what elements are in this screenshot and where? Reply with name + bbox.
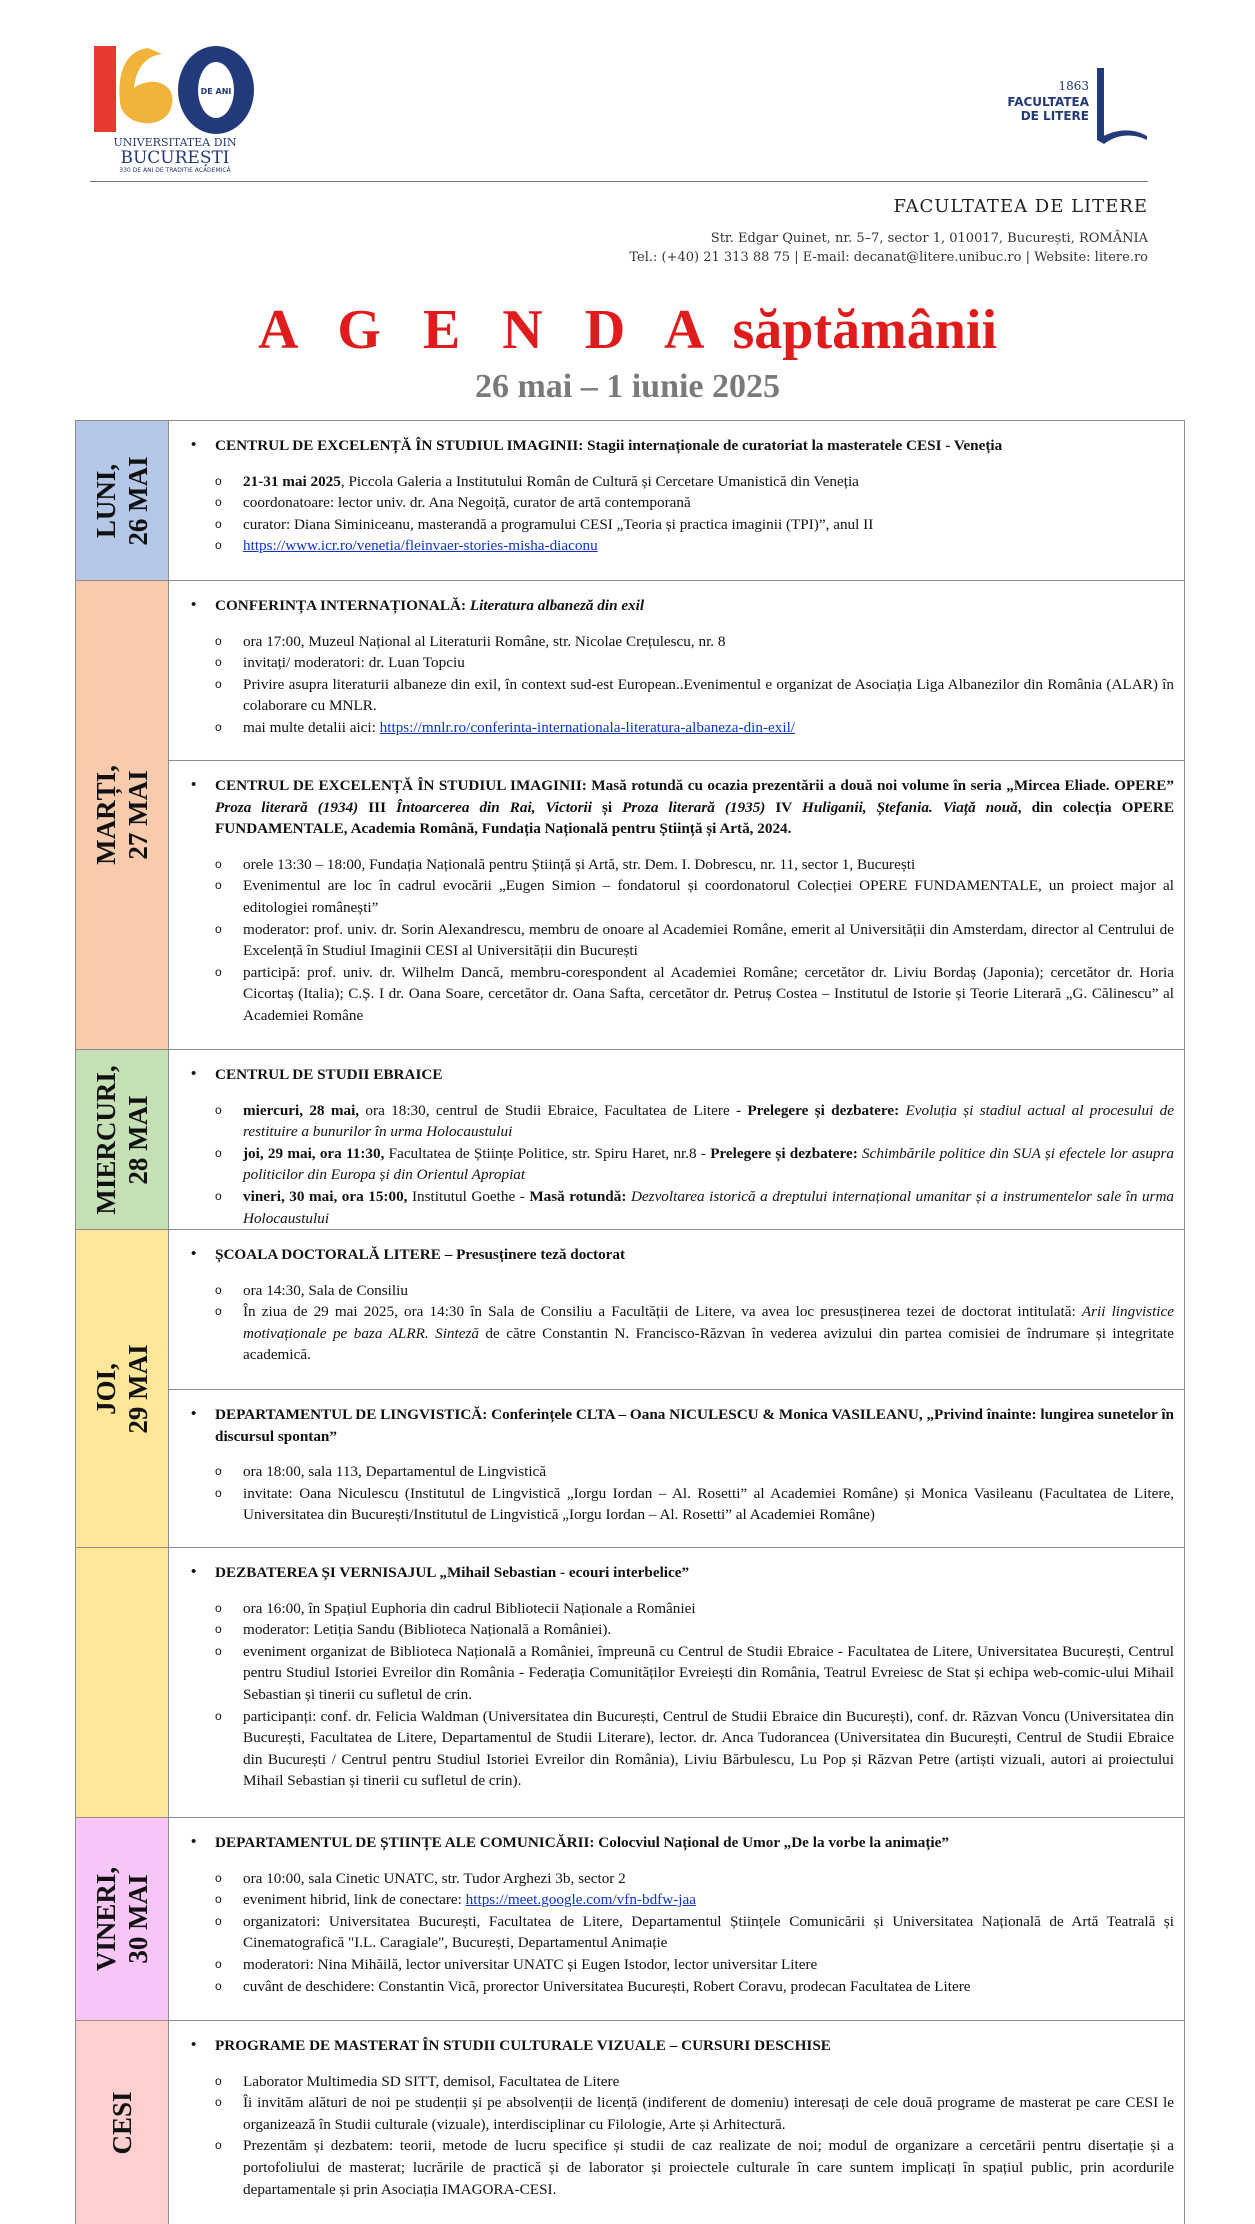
- event-heading: [187, 435, 1174, 457]
- logo-tagline: 330 DE ANI DE TRADIȚIE ACADEMICĂ: [119, 167, 231, 172]
- bold-italic-text: Întoarcerea din Rai, Victorii: [396, 798, 592, 816]
- day-label-line: JOI,: [91, 1362, 121, 1415]
- agenda-table: [75, 420, 1185, 2224]
- event-heading: [187, 595, 1174, 617]
- bold-text: III: [358, 798, 397, 816]
- event-detail-item: [215, 1100, 1174, 1143]
- day-row: [76, 1547, 1184, 1817]
- text-run: ora 10:00, sala Cinetic UNATC, str. Tudor Arghezi 3b, sector 2: [243, 1869, 626, 1887]
- bold-text: IV: [765, 798, 803, 816]
- event-details-list: [187, 471, 1174, 557]
- event: [169, 2021, 1184, 2210]
- event-details-list: [187, 854, 1174, 1027]
- bold-text: Prelegere și dezbatere:: [710, 1144, 858, 1162]
- agenda-dates: 26 mai – 1 iunie 2025: [474, 368, 781, 405]
- text-run: participanți: conf. dr. Felicia Waldman (Universitatea din București, Centrul de Studii Ebraice din București), conf. dr. Răzvan Voncu (Universitatea din București, Facultatea de Litere, Departamentul de Studii Literare), lector. dr. Anca Tudorancea (Universitatea din București, Centrul de Studii Ebraice din București / Centrul pentru Studiul Istoriei Evreilor din România), Liviu Bărbulescu, Lu Pop și Răzvan Petre (artiști vizuali, autori ai proiectului Mihail Sebastian și tinerii cu sufletul de crin).: [243, 1707, 1174, 1790]
- bold-text: DEPARTAMENTUL DE ȘTIINȚE ALE COMUNICĂRII: Colocviul Național de Umor „De la vorbe la animație”: [215, 1834, 949, 1851]
- bold-text: CONFERINȚA INTERNAȚIONALĂ:: [215, 597, 470, 614]
- day-label: [90, 1867, 154, 1971]
- day-label: [90, 1344, 154, 1433]
- day-label-line: MARȚI,: [91, 765, 121, 865]
- day-label: [106, 2091, 138, 2154]
- event: [169, 1230, 1184, 1389]
- day-cell: [76, 2021, 169, 2224]
- text-run: , Piccola Galeria a Institutului Român de Cultură și Cercetare Umanistică din Veneția: [340, 472, 859, 490]
- event-detail-item: [215, 1641, 1174, 1706]
- event-detail-item: [215, 1706, 1174, 1792]
- event-detail-item: [215, 471, 1174, 493]
- event-detail-item: [215, 514, 1174, 536]
- fl-logo-line1: FACULTATEA: [1007, 95, 1089, 109]
- event-detail-item: [215, 919, 1174, 962]
- day-cell: [76, 1230, 169, 1547]
- event-detail-item: [215, 1868, 1174, 1890]
- university-of-bucharest-logo: [90, 42, 260, 172]
- italic-text: Schimbările politice din SUA și efectele lor asupra politicilor din Europa și din Orientul Apropiat: [243, 1144, 1175, 1184]
- day-row: [76, 1049, 1184, 1229]
- day-label: [90, 1065, 154, 1214]
- text-run: moderatori: Nina Mihăilă, lector universitar UNATC și Eugen Istodor, lector universitar Litere: [243, 1955, 818, 1973]
- bold-text: Masă rotundă:: [529, 1187, 627, 1205]
- text-run: Laborator Multimedia SD SITT, demisol, Facultatea de Litere: [243, 2072, 620, 2090]
- text-run: eveniment organizat de Biblioteca Națională a României, împreună cu Centrul de Studii Ebraice - Facultatea de Litere, Universitatea București, Centrul pentru Studiul Istoriei Evreilor din România - Federația Comunităților Evreiești din România, Teatrul Evreiesc de Stat și echipa web-comic-ului Mihail Sebastian și tinerii cu sufletul de crin.: [243, 1642, 1174, 1703]
- event-heading: [187, 1244, 1174, 1266]
- text-run: Privire asupra literaturii albaneze din exil, în context sud-est European..Evenimentul e organizat de Asociația Liga Albanezilor din România (ALAR) în colaborare cu MNLR.: [243, 675, 1174, 715]
- event-detail-item: [215, 1280, 1174, 1302]
- text-run: coordonatoare: lector univ. dr. Ana Negoiță, curator de artă contemporană: [243, 494, 691, 512]
- day-label-line: CESI: [107, 2090, 137, 2155]
- event-details-list: [187, 1461, 1174, 1526]
- bold-text: CENTRUL DE EXCELENȚĂ ÎN STUDIUL IMAGINII: Masă rotundă cu ocazia prezentării a două noi volume în seria „Mircea Eliade. OPERE”: [215, 777, 1174, 794]
- text-run: ora 16:00, în Spațiul Euphoria din cadrul Bibliotecii Naționale a României: [243, 1599, 696, 1617]
- events-cell: [169, 1230, 1184, 1547]
- day-label-line: VINERI,: [91, 1866, 121, 1972]
- bold-text: vineri, 30 mai, ora 15:00,: [243, 1187, 408, 1205]
- event-detail-item: [215, 1598, 1174, 1620]
- event-detail-item: [215, 962, 1174, 1027]
- text-run: Facultatea de Științe Politice, str. Spiru Haret, nr.8 -: [384, 1144, 711, 1162]
- text-run: ora 17:00, Muzeul Național al Literaturii Române, str. Nicolae Crețulescu, nr. 8: [243, 632, 726, 650]
- text-run: Îi invităm alături de noi pe studenții și pe absolvenții de licență (indiferent de domeniu) interesați de cele două programe de masterat pe care CESI le organizează în Studii culturale (vizuale), interdisciplinar cu Filologie, Arte și Arhitectură.: [243, 2094, 1174, 2133]
- event-details-list: [187, 631, 1174, 739]
- event: [169, 581, 1184, 760]
- agenda-title-spaced: A G E N D A: [258, 299, 719, 361]
- logo-badge: DE ANI: [200, 87, 232, 96]
- bold-text: DEPARTAMENTUL DE LINGVISTICĂ: Conferințele CLTA – Oana NICULESCU & Monica VASILEANU, „Privind înainte: lungirea sunetelor în discursul spontan”: [215, 1406, 1174, 1445]
- event-detail-item: [215, 1911, 1174, 1954]
- event-detail-item: [215, 1483, 1174, 1526]
- day-label-line: 29 MAI: [123, 1343, 153, 1434]
- text-run: moderator: prof. univ. dr. Sorin Alexandrescu, membru de onoare al Academiei Române, emerit al Universității din Amsterdam, director al Centrului de Excelență în Studiul Imaginii CESI al Universității din București: [243, 920, 1174, 960]
- event-details-list: [187, 1280, 1174, 1366]
- bold-italic-text: Huliganii, Ștefania. Viață nouă: [802, 798, 1018, 816]
- day-label: [90, 456, 154, 545]
- bold-text: , din colecția OPERE FUNDAMENTALE, Academia Română, Fundația Națională pentru Știință și Artă, 2024.: [215, 798, 1174, 838]
- event-detail-item: [215, 1976, 1174, 1998]
- event: [169, 1050, 1184, 1239]
- text-run: ora 14:30, Sala de Consiliu: [243, 1281, 408, 1299]
- text-run: invitate: Oana Niculescu (Institutul de Lingvistică „Iorgu Iordan – Al. Rosetti” al Academiei Române) și Monica Vasileanu (Facultatea de Litere, Universitatea din București/Institutul de Lingvistică „Iorgu Iordan – Al. Rosetti” al Academiei Române): [243, 1484, 1174, 1524]
- event-heading: [187, 775, 1174, 840]
- bold-text: PROGRAME DE MASTERAT ÎN STUDII CULTURALE VIZUALE – CURSURI DESCHISE: [215, 2037, 831, 2054]
- text-run: În ziua de 29 mai 2025, ora 14:30 în Sala de Consiliu a Facultății de Litere, va avea loc presusținerea tezei de doctorat intitulată:: [243, 1303, 1082, 1321]
- day-cell: [76, 1050, 169, 1229]
- bold-text: CENTRUL DE STUDII EBRAICE: [215, 1066, 443, 1083]
- bold-italic-text: Proza literară (1934): [215, 798, 359, 816]
- event-heading: [187, 1562, 1174, 1584]
- event: [169, 760, 1184, 1050]
- bold-text: – Presusținere teză doctorat: [440, 1246, 626, 1263]
- italic-text: Arii lingvistice motivaționale pe baza ALRR. Sinteză: [243, 1303, 1174, 1342]
- event-link[interactable]: https://www.icr.ro/venetia/fleinvaer-stories-misha-diaconu: [243, 537, 598, 555]
- event: [169, 1818, 1184, 2007]
- text-run: ora 18:00, sala 113, Departamentul de Lingvistică: [243, 1463, 547, 1481]
- logo-name-line1: UNIVERSITATEA DIN: [113, 136, 237, 149]
- event-detail-item: [215, 492, 1174, 514]
- event-heading: [187, 1832, 1174, 1854]
- event-detail-item: [215, 2071, 1174, 2093]
- day-label-line: LUNI,: [91, 463, 121, 538]
- logo-name-line2: BUCUREȘTI: [120, 148, 230, 168]
- events-cell: [169, 1548, 1184, 1817]
- text-run: organizatori: Universitatea București, Facultatea de Litere, Departamentul Științele Comunicării și Universitatea Națională de Artă Teatrală și Cinematografică "I.L. Caragiale", București, Departamentul Animație: [243, 1912, 1174, 1952]
- agenda-title: [0, 298, 1255, 362]
- fl-logo-line2: DE LITERE: [1020, 109, 1089, 123]
- day-row: [76, 1817, 1184, 2020]
- day-row: [76, 421, 1184, 580]
- day-label-line: 30 MAI: [123, 1874, 153, 1964]
- text-run: de către Constantin N. Francisco-Răzvan în vederea avizului din partea comisiei de îndrumare și integritate academică.: [243, 1324, 1174, 1364]
- day-row: [76, 580, 1184, 1049]
- day-cell: [76, 421, 169, 580]
- event-heading: [187, 1064, 1174, 1086]
- faculty-title: FACULTATEA DE LITERE: [893, 196, 1148, 217]
- event: [169, 1389, 1184, 1548]
- event-detail-item: [215, 1186, 1174, 1229]
- event-detail-item: [215, 2135, 1174, 2200]
- text-run: mai multe detalii aici:: [243, 718, 380, 736]
- fl-logo-year: 1863: [1058, 79, 1089, 93]
- event-detail-item: [215, 1954, 1174, 1976]
- events-cell: [169, 581, 1184, 1049]
- day-row: [76, 2020, 1184, 2224]
- event-link[interactable]: https://mnlr.ro/conferinta-internationala-literatura-albaneza-din-exil/: [379, 718, 796, 736]
- header-divider: [90, 181, 1148, 182]
- event-detail-item: [215, 1301, 1174, 1366]
- day-label-line: 28 MAI: [123, 1094, 153, 1185]
- events-cell: [169, 1050, 1184, 1229]
- text-run: Prezentăm și dezbatem: teorii, metode de lucru specifice și studii de caz realizate de noi; modul de organizare a cercetării pentru disertație și a portofoliului de masterat; lucrările de practică și de laborator și proiectele culturale în care suntem implicați în spațiul public, prin acordurile departamentale și prin Asociația IMAGORA-CESI.: [243, 2137, 1174, 2198]
- text-run: eveniment hibrid, link de conectare:: [243, 1891, 466, 1909]
- day-cell: [76, 1548, 169, 1817]
- day-label-line: 26 MAI: [123, 455, 153, 546]
- event-detail-item: [215, 535, 1174, 557]
- text-run: Institutul Goethe -: [407, 1187, 530, 1205]
- events-cell: [169, 421, 1184, 580]
- event-link[interactable]: https://meet.google.com/vfn-bdfw-jaa: [465, 1891, 696, 1909]
- day-label-line: 27 MAI: [123, 770, 153, 860]
- day-label: [90, 765, 154, 865]
- italic-text: Dezvoltarea istorică a dreptului internațional umanitar și a instrumentelor sale în urma Holocaustului: [243, 1187, 1175, 1227]
- day-cell: [76, 1818, 169, 2020]
- faculty-address: Str. Edgar Quinet, nr. 5–7, sector 1, 010017, București, ROMÂNIA: [710, 231, 1148, 246]
- event-detail-item: [215, 875, 1174, 918]
- agenda-title-rest: săptămânii: [732, 299, 997, 361]
- event-details-list: [187, 1100, 1174, 1230]
- event: [169, 421, 1184, 567]
- event-heading: [187, 1404, 1174, 1447]
- bold-text: miercuri, 28 mai,: [243, 1101, 360, 1119]
- event-detail-item: [215, 717, 1174, 739]
- text-run: orele 13:30 – 18:00, Fundația Națională pentru Știință și Artă, str. Dem. I. Dobrescu, nr. 11, sector 1, București: [243, 855, 916, 873]
- event-detail-item: [215, 1461, 1174, 1483]
- event: [169, 1548, 1184, 1802]
- faculty-contact: Tel.: (+40) 21 313 88 75 | E-mail: decanat@litere.unibuc.ro | Website: litere.ro: [629, 250, 1148, 265]
- italic-text: Evoluția și stadiul actual al procesului de restituire a bunurilor în urma Holocaustului: [243, 1101, 1174, 1141]
- event-detail-item: [215, 1889, 1174, 1911]
- event-detail-item: [215, 674, 1174, 717]
- event-detail-item: [215, 2092, 1174, 2135]
- bold-text: 21-31 mai 2025: [243, 472, 341, 490]
- bold-italic-text: Proza literară (1935): [622, 798, 766, 816]
- bold-text: ȘCOALA DOCTORALĂ LITERE: [215, 1246, 441, 1263]
- event-details-list: [187, 1598, 1174, 1792]
- text-run: invitați/ moderatori: dr. Luan Topciu: [243, 654, 465, 672]
- bold-text: și: [591, 798, 623, 816]
- bold-italic-text: Literatura albaneză din exil: [469, 597, 645, 614]
- day-label-line: MIERCURI,: [91, 1064, 121, 1215]
- events-cell: [169, 2021, 1184, 2224]
- event-detail-item: [215, 1143, 1174, 1186]
- text-run: curator: Diana Siminiceanu, masterandă a programului CESI „Teoria și practica imaginii (TPI)”, anul II: [243, 515, 874, 533]
- faculty-of-letters-logo: [985, 66, 1150, 146]
- bold-text: CENTRUL DE EXCELENȚĂ ÎN STUDIUL IMAGINII: Stagii internaționale de curatoriat la masteratele CESI - Veneția: [215, 437, 1003, 454]
- event-details-list: [187, 2071, 1174, 2201]
- day-cell: [76, 581, 169, 1049]
- text-run: participă: prof. univ. dr. Wilhelm Dancă, membru-corespondent al Academiei Române; cercetător dr. Liviu Bordaș (Japonia); cercetător dr. Horia Cicortaș (Italia); C.Ș. I dr. Oana Soare, cercetător dr. Oana Safta, cercetător dr. Petruș Costea – Institutul de Istorie și Teorie Literară „G. Călinescu” al Academiei Române: [243, 963, 1174, 1024]
- text-run: cuvânt de deschidere: Constantin Vică, prorector Universitatea București, Robert Coravu, prodecan Facultatea de Litere: [243, 1977, 971, 1995]
- bold-text: Prelegere și dezbatere:: [747, 1101, 900, 1119]
- text-run: Evenimentul are loc în cadrul evocării „Eugen Simion – fondatorul și coordonatorul Colecției OPERE FUNDAMENTALE, un proiect major al editologiei românești”: [243, 877, 1174, 916]
- event-detail-item: [215, 854, 1174, 876]
- text-run: ora 18:30, centrul de Studii Ebraice, Facultatea de Litere -: [359, 1101, 748, 1119]
- faculty-contact-block: [629, 196, 1148, 265]
- bold-text: joi, 29 mai, ora 11:30,: [243, 1144, 385, 1162]
- event-detail-item: [215, 631, 1174, 653]
- bold-text: DEZBATEREA ȘI VERNISAJUL „Mihail Sebastian - ecouri interbelice”: [215, 1564, 690, 1581]
- event-heading: [187, 2035, 1174, 2057]
- event-details-list: [187, 1868, 1174, 1998]
- event-detail-item: [215, 1619, 1174, 1641]
- events-cell: [169, 1818, 1184, 2020]
- event-detail-item: [215, 652, 1174, 674]
- text-run: moderator: Letiția Sandu (Biblioteca Națională a României).: [243, 1621, 612, 1639]
- day-row: [76, 1229, 1184, 1547]
